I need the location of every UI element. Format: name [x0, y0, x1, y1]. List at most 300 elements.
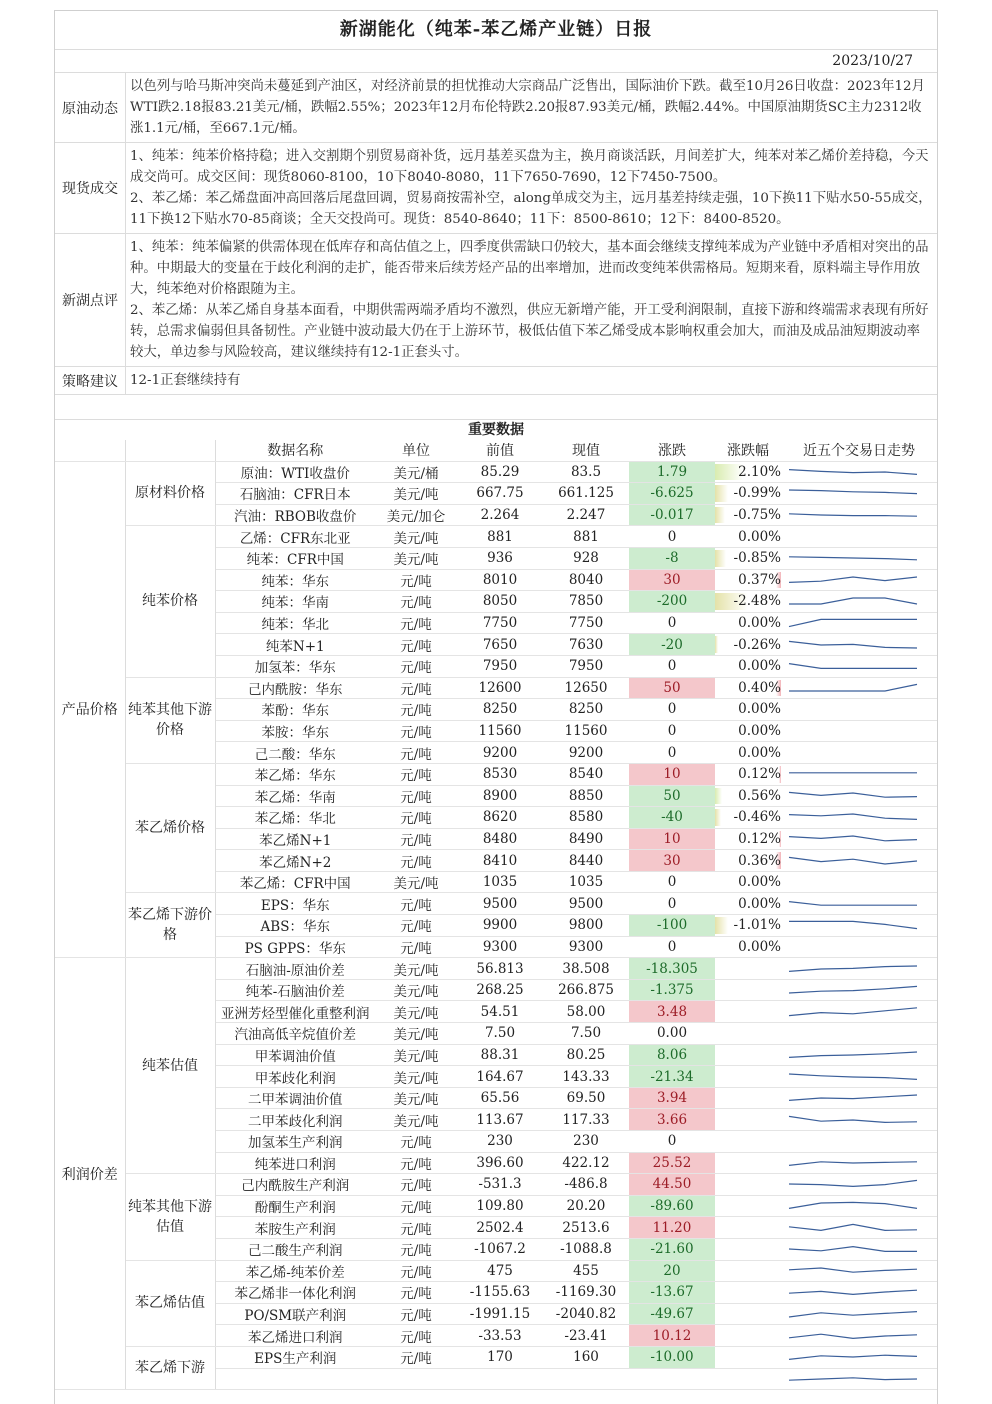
row-pct-value: 0.56% — [738, 787, 781, 804]
section-text — [126, 143, 937, 233]
trend-line — [789, 1355, 917, 1359]
row-change: -49.67 — [629, 1303, 715, 1325]
row-name: EPS：华东 — [215, 893, 375, 915]
row-trend — [781, 1087, 937, 1109]
trend-line — [789, 598, 917, 604]
table-header-cell: 涨跌幅 — [715, 440, 781, 461]
row-unit: 美元/吨 — [375, 1023, 457, 1045]
row-name: 汽油：RBOB收盘价 — [215, 504, 375, 526]
table-row — [55, 763, 937, 785]
trend-line — [789, 814, 917, 819]
row-cur: 8040 — [543, 569, 629, 591]
row-trend — [781, 979, 937, 1001]
row-pct — [715, 1325, 781, 1347]
row-pct — [715, 1195, 781, 1217]
trend-sparkline — [781, 916, 931, 934]
table-header-cell: 现值 — [543, 440, 629, 461]
pct-bar — [715, 636, 718, 653]
row-name: 亚洲芳烃型催化重整利润 — [215, 1001, 375, 1023]
row-change: 10.12 — [629, 1325, 715, 1347]
row-pct — [715, 958, 781, 980]
row-trend — [781, 850, 937, 872]
row-unit: 美元/吨 — [375, 871, 457, 893]
section-text — [126, 73, 937, 142]
row-pct-value: 0.00% — [738, 895, 781, 912]
row-change: -21.60 — [629, 1238, 715, 1260]
row-prev: 7650 — [457, 634, 543, 656]
trend-line — [789, 1162, 917, 1166]
row-name: 加氢苯生产利润 — [215, 1131, 375, 1153]
row-pct — [715, 1066, 781, 1088]
row-unit: 元/吨 — [375, 1260, 457, 1282]
row-prev: 9200 — [457, 742, 543, 764]
row-name: 汽油高低辛烷值价差 — [215, 1023, 375, 1045]
row-prev: 9500 — [457, 893, 543, 915]
row-trend — [781, 1131, 937, 1153]
row-prev: 12600 — [457, 677, 543, 699]
row-unit: 元/吨 — [375, 1217, 457, 1239]
row-trend — [781, 807, 937, 829]
row-change: 30 — [629, 850, 715, 872]
subgroup-label: 纯苯其他下游价格 — [125, 677, 215, 763]
row-name: 苯乙烯-纯苯价差 — [215, 1260, 375, 1282]
row-pct — [715, 979, 781, 1001]
table-row — [55, 1174, 937, 1196]
row-trend — [781, 699, 937, 721]
row-name: 纯苯-石脑油价差 — [215, 979, 375, 1001]
trend-line — [789, 857, 917, 864]
trend-sparkline — [781, 592, 931, 610]
row-trend — [781, 461, 937, 483]
table-row — [55, 1260, 937, 1282]
trend-sparkline — [781, 700, 931, 718]
row-trend — [781, 569, 937, 591]
row-pct-value: 0.00% — [738, 528, 781, 545]
row-change: 0 — [629, 655, 715, 677]
row-cur: 8440 — [543, 850, 629, 872]
row-pct — [715, 1303, 781, 1325]
row-unit: 元/吨 — [375, 785, 457, 807]
row-cur: 266.875 — [543, 979, 629, 1001]
row-unit: 元/吨 — [375, 655, 457, 677]
row-unit: 元/吨 — [375, 1195, 457, 1217]
row-change: 0 — [629, 612, 715, 634]
row-unit: 元/吨 — [375, 612, 457, 634]
row-change: -100 — [629, 915, 715, 937]
row-prev: 109.80 — [457, 1195, 543, 1217]
row-trend — [781, 828, 937, 850]
row-pct — [715, 699, 781, 721]
row-name: 苯乙烯N+1 — [215, 828, 375, 850]
trend-line — [789, 987, 917, 994]
row-pct-value: 0.00% — [738, 744, 781, 761]
row-cur: -1169.30 — [543, 1282, 629, 1304]
row-pct-value: -0.75% — [733, 507, 781, 524]
row-pct — [715, 828, 781, 850]
section-label: 原油动态 — [55, 73, 126, 142]
row-unit: 美元/吨 — [375, 1044, 457, 1066]
row-name: 甲苯调油价值 — [215, 1044, 375, 1066]
table-header-row — [55, 440, 937, 461]
row-name: 苯乙烯：华北 — [215, 807, 375, 829]
subgroup-label: 苯乙烯价格 — [125, 763, 215, 893]
row-pct-value: -0.85% — [733, 550, 781, 567]
row-pct — [715, 591, 781, 613]
row-prev: -1155.63 — [457, 1282, 543, 1304]
row-prev: 113.67 — [457, 1109, 543, 1131]
row-pct — [715, 483, 781, 505]
row-change: -89.60 — [629, 1195, 715, 1217]
trend-line — [789, 1116, 917, 1122]
trend-line — [789, 901, 917, 905]
row-unit: 元/吨 — [375, 807, 457, 829]
row-prev: 9300 — [457, 936, 543, 958]
trend-sparkline — [781, 1111, 931, 1129]
row-prev: 164.67 — [457, 1066, 543, 1088]
row-pct-value: 0.00% — [738, 701, 781, 718]
row-prev: 2.264 — [457, 504, 543, 526]
trend-line — [789, 1312, 917, 1317]
table-row — [55, 461, 937, 483]
trend-line — [789, 1008, 917, 1016]
section-paragraph: 1、纯苯：纯苯价格持稳；进入交割期个别贸易商补货，远月基差买盘为主，换月商谈活跃，月间差扩大，纯苯对苯乙烯价差持稳，今天成交尚可。成交区间：现货8060-8100，10下8040-8080，11下7650-7690，12下7450-7500。 — [130, 149, 929, 185]
trend-sparkline — [781, 787, 931, 805]
row-name: 苯酚：华东 — [215, 699, 375, 721]
subgroup-label: 苯乙烯下游价格 — [125, 893, 215, 958]
row-trend — [781, 526, 937, 548]
trend-line — [789, 469, 917, 474]
row-trend — [781, 612, 937, 634]
row-pct — [715, 1238, 781, 1260]
row-trend — [781, 720, 937, 742]
row-prev: 7.50 — [457, 1023, 543, 1045]
trend-sparkline — [781, 1370, 931, 1388]
row-trend — [781, 915, 937, 937]
row-unit: 美元/吨 — [375, 526, 457, 548]
row-cur: 83.5 — [543, 461, 629, 483]
pct-bar — [715, 485, 728, 502]
row-unit: 元/吨 — [375, 720, 457, 742]
table-header-cell: 近五个交易日走势 — [781, 440, 937, 461]
row-prev: 8900 — [457, 785, 543, 807]
row-change: 10 — [629, 828, 715, 850]
row-unit: 元/吨 — [375, 677, 457, 699]
row-name: 乙烯：CFR东北亚 — [215, 526, 375, 548]
row-unit: 元/吨 — [375, 1303, 457, 1325]
trend-sparkline — [781, 1089, 931, 1107]
row-unit: 元/吨 — [375, 634, 457, 656]
trend-line — [789, 1247, 917, 1252]
row-pct-value: 0.12% — [738, 766, 781, 783]
table-row — [55, 958, 937, 980]
section-row — [55, 143, 937, 234]
pct-bar — [715, 507, 725, 524]
row-name: PS GPPS：华东 — [215, 936, 375, 958]
row-change: -40 — [629, 807, 715, 829]
row-trend — [781, 1303, 937, 1325]
trend-sparkline — [781, 808, 931, 826]
row-pct — [715, 1087, 781, 1109]
row-cur: 422.12 — [543, 1152, 629, 1174]
trend-sparkline — [781, 722, 931, 740]
row-pct-value: 0.37% — [738, 571, 781, 588]
row-prev: 8530 — [457, 763, 543, 785]
row-pct — [715, 1023, 781, 1045]
row-change: 0 — [629, 526, 715, 548]
table-header-cell: 前值 — [457, 440, 543, 461]
row-trend — [781, 504, 937, 526]
row-pct — [715, 1109, 781, 1131]
row-pct — [715, 1044, 781, 1066]
trend-sparkline — [781, 463, 931, 481]
row-cur: 160 — [543, 1346, 629, 1368]
row-trend — [781, 1023, 937, 1045]
row-trend — [781, 1174, 937, 1196]
row-pct — [715, 1001, 781, 1023]
row-trend — [781, 1195, 937, 1217]
row-trend — [781, 677, 937, 699]
row-cur: -486.8 — [543, 1174, 629, 1196]
row-pct-value: 0.00% — [738, 874, 781, 891]
trend-sparkline — [781, 1327, 931, 1345]
trend-line — [789, 490, 917, 494]
row-change: -0.017 — [629, 504, 715, 526]
section-paragraph: 2、苯乙烯：从苯乙烯自身基本面看，中期供需两端矛盾均不激烈，供应无新增产能，开工受利润限制，直接下游和终端需求表现有所好转，总需求偏弱但具备韧性。产业链中波动最大仍在于上游环节，极低估值下苯乙烯受成本影响权重会加大，而油及成品油短期波动率较大，单边参与风险较高，建议继续持有12-1正套头寸。 — [130, 303, 929, 360]
trend-sparkline — [781, 1197, 931, 1215]
row-change: 50 — [629, 677, 715, 699]
row-prev: -1991.15 — [457, 1303, 543, 1325]
trend-sparkline — [781, 1024, 931, 1042]
trend-line — [789, 664, 917, 669]
row-name: 苯胺生产利润 — [215, 1217, 375, 1239]
trend-line — [789, 1224, 917, 1230]
row-change: -18.305 — [629, 958, 715, 980]
row-name: PO/SM联产利润 — [215, 1303, 375, 1325]
row-cur: 8580 — [543, 807, 629, 829]
row-change: 0 — [629, 893, 715, 915]
row-pct-value: -1.01% — [733, 917, 781, 934]
trend-sparkline — [781, 679, 931, 697]
row-prev: 7950 — [457, 655, 543, 677]
section-label: 策略建议 — [55, 367, 126, 394]
row-cur: 20.20 — [543, 1195, 629, 1217]
row-change: -200 — [629, 591, 715, 613]
trend-line — [789, 1052, 917, 1057]
row-prev: 65.56 — [457, 1087, 543, 1109]
row-pct — [715, 850, 781, 872]
subgroup-label: 苯乙烯估值 — [125, 1260, 215, 1346]
row-pct-value: -0.46% — [733, 809, 781, 826]
row-trend — [781, 871, 937, 893]
trend-sparkline — [781, 1154, 931, 1172]
row-change: 0 — [629, 871, 715, 893]
row-unit: 美元/吨 — [375, 1001, 457, 1023]
row-pct — [715, 871, 781, 893]
row-prev: 56.813 — [457, 958, 543, 980]
row-change: 8.06 — [629, 1044, 715, 1066]
row-change: 3.94 — [629, 1087, 715, 1109]
trend-line — [789, 1334, 917, 1338]
trend-sparkline — [781, 484, 931, 502]
row-name: 甲苯歧化利润 — [215, 1066, 375, 1088]
section-spacer — [55, 395, 937, 420]
row-name: ABS：华东 — [215, 915, 375, 937]
trend-sparkline — [781, 765, 931, 783]
subgroup-label: 原材料价格 — [125, 461, 215, 526]
row-trend — [781, 1346, 937, 1368]
table-header-cell: 单位 — [375, 440, 457, 461]
row-cur: 455 — [543, 1260, 629, 1282]
row-cur: 1035 — [543, 871, 629, 893]
row-pct — [715, 612, 781, 634]
row-unit: 元/吨 — [375, 893, 457, 915]
row-change: 0 — [629, 742, 715, 764]
row-prev: 230 — [457, 1131, 543, 1153]
trend-sparkline — [781, 1003, 931, 1021]
trend-sparkline — [781, 830, 931, 848]
row-cur: 38.508 — [543, 958, 629, 980]
row-unit: 元/吨 — [375, 1346, 457, 1368]
trend-line — [789, 557, 917, 560]
row-pct — [715, 461, 781, 483]
row-unit: 元/吨 — [375, 591, 457, 613]
trend-sparkline — [781, 1132, 931, 1150]
data-table — [55, 440, 937, 1390]
row-unit: 元/吨 — [375, 742, 457, 764]
trend-line — [789, 1181, 917, 1187]
row-unit: 元/吨 — [375, 1174, 457, 1196]
row-pct — [715, 785, 781, 807]
row-cur: 7850 — [543, 591, 629, 613]
row-trend — [781, 1368, 937, 1390]
row-trend — [781, 483, 937, 505]
row-unit — [375, 1368, 457, 1390]
row-pct — [715, 1152, 781, 1174]
row-cur: 7750 — [543, 612, 629, 634]
row-trend — [781, 1044, 937, 1066]
row-prev: 936 — [457, 547, 543, 569]
trend-sparkline — [781, 1262, 931, 1280]
row-change: 11.20 — [629, 1217, 715, 1239]
pct-bar — [715, 788, 722, 805]
row-name: 苯乙烯进口利润 — [215, 1325, 375, 1347]
row-name: 酚酮生产利润 — [215, 1195, 375, 1217]
row-name: 二甲苯歧化利润 — [215, 1109, 375, 1131]
row-prev: 85.29 — [457, 461, 543, 483]
row-cur: 8490 — [543, 828, 629, 850]
row-pct — [715, 655, 781, 677]
row-pct-value: 2.10% — [738, 463, 781, 480]
subgroup-label: 苯乙烯下游 — [125, 1346, 215, 1389]
row-name: 己内酰胺：华东 — [215, 677, 375, 699]
row-pct — [715, 893, 781, 915]
row-prev: 54.51 — [457, 1001, 543, 1023]
trend-sparkline — [781, 1068, 931, 1086]
row-cur: 928 — [543, 547, 629, 569]
row-cur: 230 — [543, 1131, 629, 1153]
row-pct-value: 0.12% — [738, 830, 781, 847]
row-trend — [781, 1152, 937, 1174]
trend-line — [789, 514, 917, 516]
row-trend — [781, 742, 937, 764]
row-prev: 8620 — [457, 807, 543, 829]
row-unit: 美元/吨 — [375, 1066, 457, 1088]
row-change: -1.375 — [629, 979, 715, 1001]
row-trend — [781, 1217, 937, 1239]
row-prev: 8010 — [457, 569, 543, 591]
row-cur: 8850 — [543, 785, 629, 807]
trend-line — [789, 922, 917, 929]
row-prev: 396.60 — [457, 1152, 543, 1174]
section-text — [126, 234, 937, 366]
row-trend — [781, 1001, 937, 1023]
row-prev: 881 — [457, 526, 543, 548]
section-paragraph: 1、纯苯：纯苯偏紧的供需体现在低库存和高估值之上，四季度供需缺口仍较大，基本面会继续支撑纯苯成为产业链中矛盾相对突出的品种。中期最大的变量在于歧化利润的走扩，能否带来后续芳烃产品的出率增加，进而改变纯苯供需格局。短期来看，原料端主导作用放大，纯苯绝对价格跟随为主。 — [130, 240, 929, 297]
row-name: 苯乙烯非一体化利润 — [215, 1282, 375, 1304]
row-prev — [457, 1368, 543, 1390]
row-pct-value: 0.00% — [738, 938, 781, 955]
row-trend — [781, 785, 937, 807]
row-change: -13.67 — [629, 1282, 715, 1304]
trend-sparkline — [781, 1219, 931, 1237]
row-unit: 元/吨 — [375, 1325, 457, 1347]
row-pct — [715, 915, 781, 937]
row-pct-value: 0.00% — [738, 723, 781, 740]
row-unit: 元/吨 — [375, 915, 457, 937]
row-prev: -33.53 — [457, 1325, 543, 1347]
row-cur: 881 — [543, 526, 629, 548]
trend-sparkline — [781, 636, 931, 654]
subgroup-label: 纯苯估值 — [125, 958, 215, 1174]
row-pct — [715, 526, 781, 548]
group-label: 产品价格 — [55, 461, 125, 958]
trend-sparkline — [781, 571, 931, 589]
row-cur: 9800 — [543, 915, 629, 937]
row-change: -21.34 — [629, 1066, 715, 1088]
row-change: 0 — [629, 699, 715, 721]
row-pct — [715, 1346, 781, 1368]
trend-sparkline — [781, 1240, 931, 1258]
row-unit: 元/吨 — [375, 763, 457, 785]
row-cur: 8540 — [543, 763, 629, 785]
trend-sparkline — [781, 744, 931, 762]
row-unit: 美元/吨 — [375, 979, 457, 1001]
row-pct-value: 0.40% — [738, 679, 781, 696]
row-change: -20 — [629, 634, 715, 656]
row-cur: 7630 — [543, 634, 629, 656]
row-cur: 9500 — [543, 893, 629, 915]
row-name: 纯苯：华南 — [215, 591, 375, 613]
row-name: 苯胺：华东 — [215, 720, 375, 742]
group-label: 利润价差 — [55, 958, 125, 1390]
row-prev: 268.25 — [457, 979, 543, 1001]
section-label: 新湖点评 — [55, 234, 126, 366]
row-cur: 58.00 — [543, 1001, 629, 1023]
row-pct — [715, 634, 781, 656]
table-row — [55, 1346, 937, 1368]
row-change: 30 — [629, 569, 715, 591]
table-row — [55, 893, 937, 915]
row-pct — [715, 720, 781, 742]
row-trend — [781, 936, 937, 958]
trend-line — [789, 1202, 917, 1208]
section-paragraph: 2、苯乙烯：苯乙烯盘面冲高回落后尾盘回调，贸易商按需补空，along单成交为主，远月基差持续走强，10下换11下贴水50-55成交，11下换12下贴水70-85商谈；全天交投尚可。现货：8540-8640；11下：8500-8610；12下：8400-8520。 — [130, 191, 932, 227]
table-header-cell: 涨跌 — [629, 440, 715, 461]
row-cur: -1088.8 — [543, 1238, 629, 1260]
row-pct — [715, 1131, 781, 1153]
trend-sparkline — [781, 1305, 931, 1323]
row-trend — [781, 1260, 937, 1282]
